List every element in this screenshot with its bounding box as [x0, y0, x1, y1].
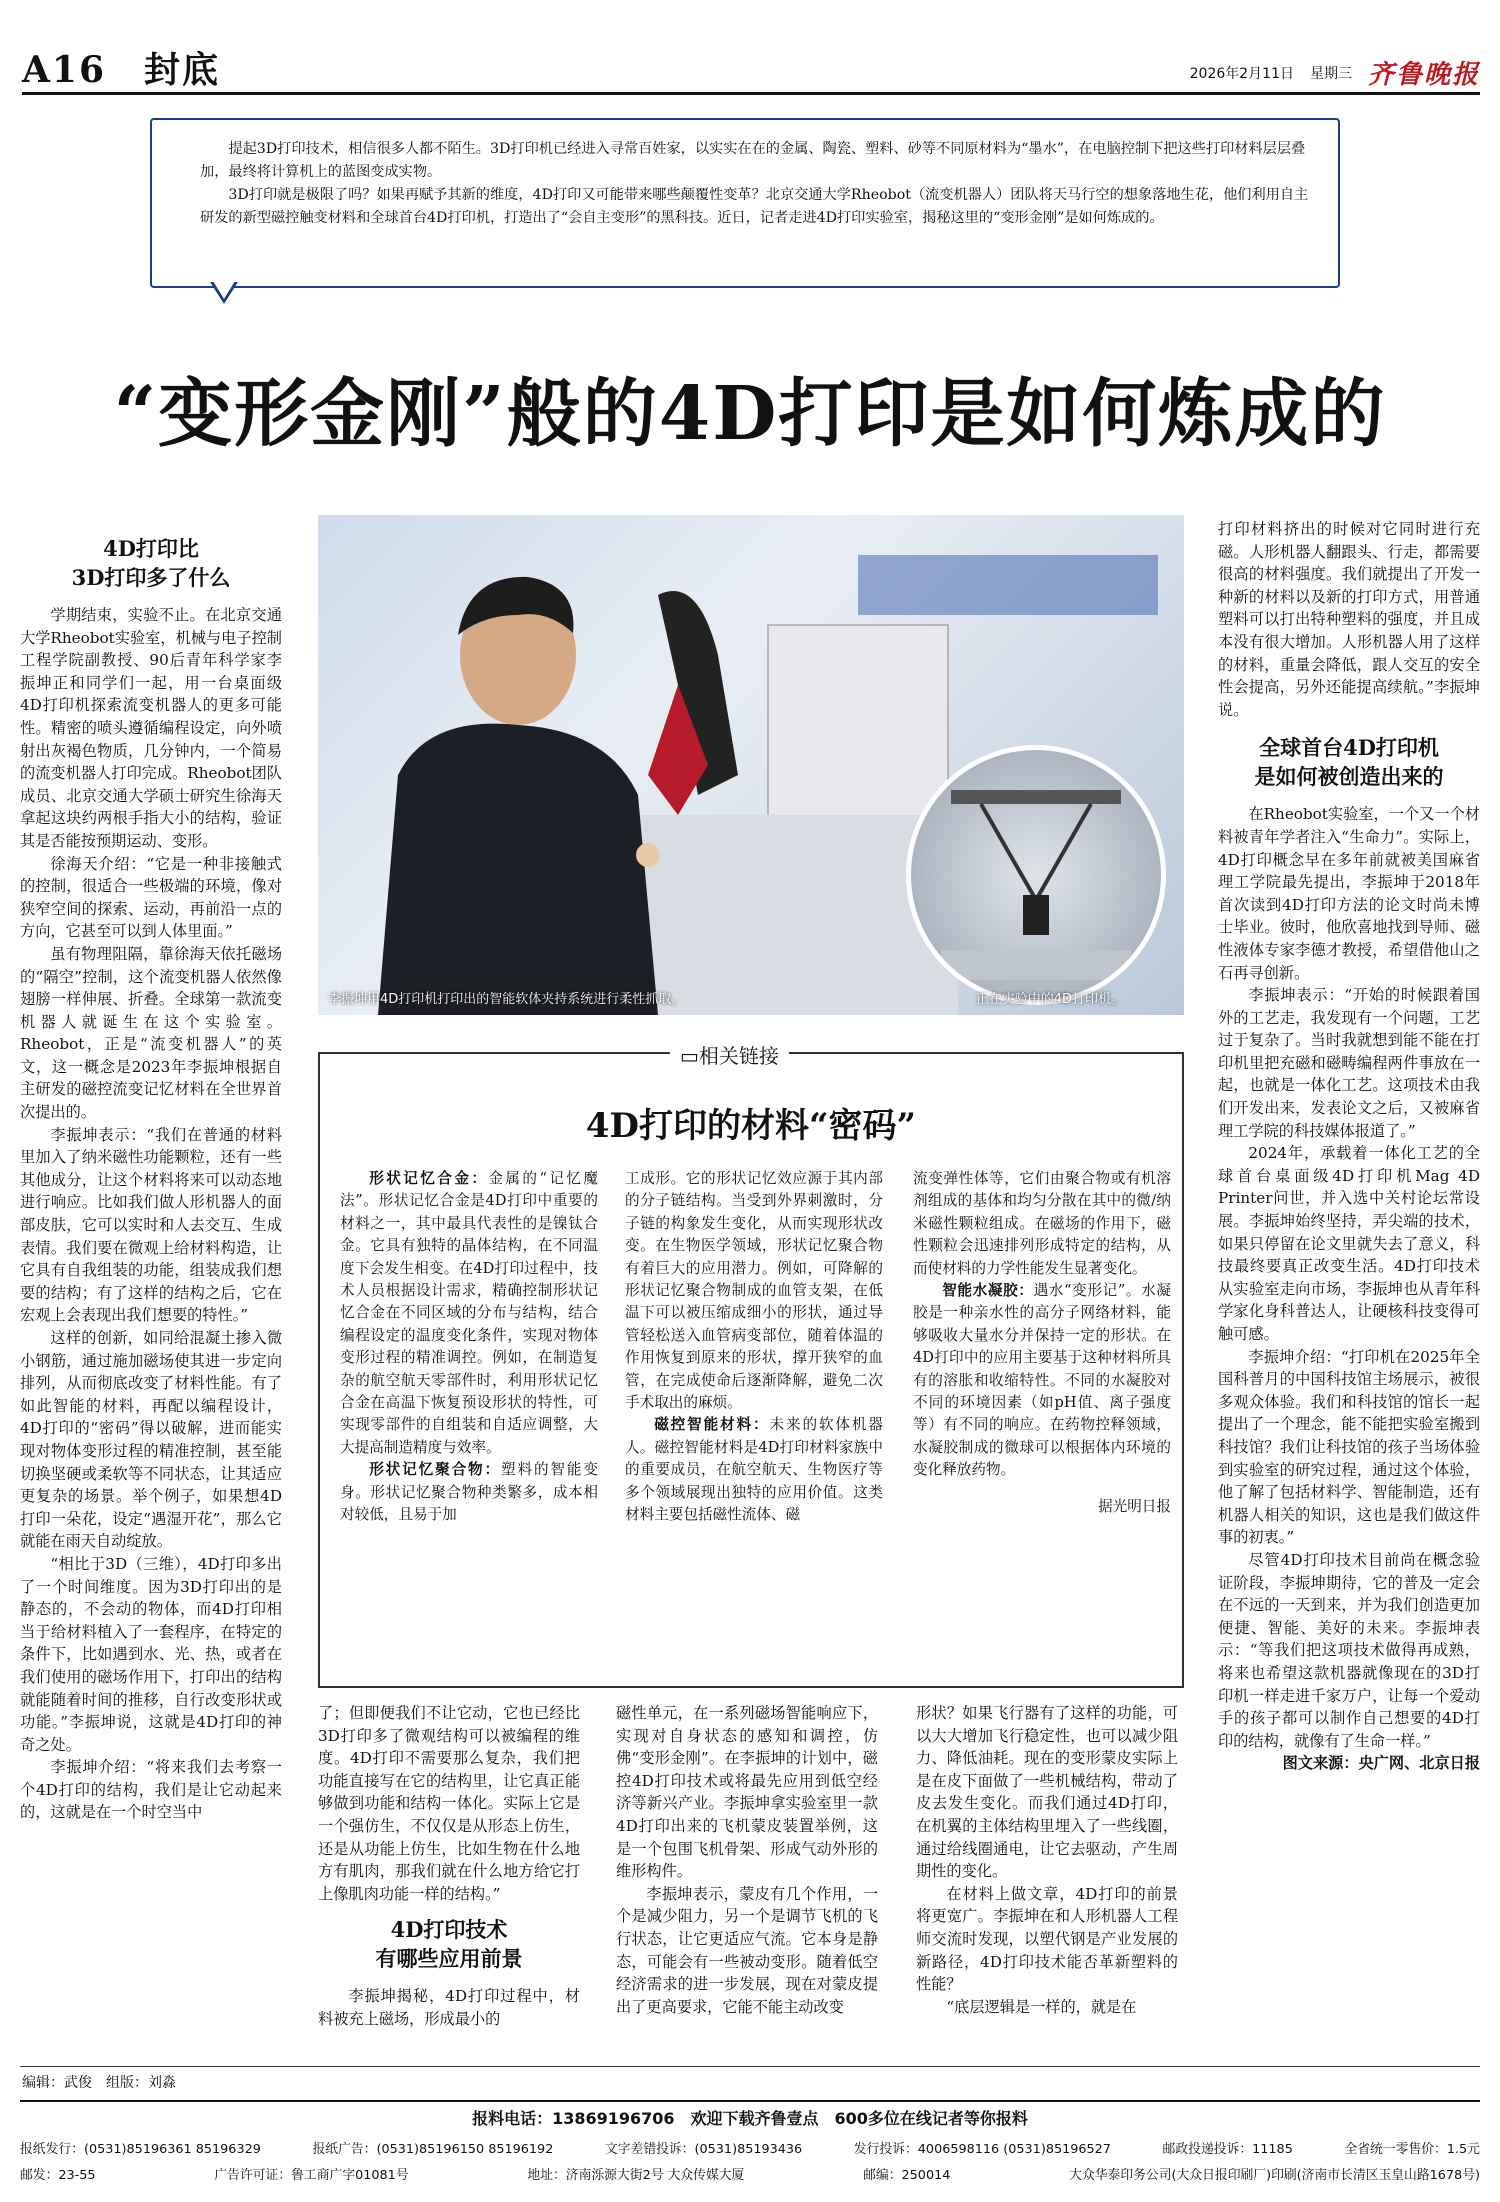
paragraph: “底层逻辑是一样的，就是在 — [946, 1997, 1137, 2016]
column-lower-2 — [616, 1702, 878, 2062]
box-paragraph: 形状记忆合金：金属的“记忆魔法”。形状记忆合金是4D打印中重要的材料之一，其中最具代表性的是镍钛合金。它具有独特的晶体结构，在不同温度下会发生相变。在4D打印过程中，技术人员根据设计需求，精确控制形状记忆合金在不同区域的分布与结构，结合编程设定的温度变化条件，实现对物体变形过程的精准调控。例如，在制造复杂的航空航天零部件时，利用形状记忆合金在高温下恢复预设形状的特性，可实现零部件的自组装和自适应调整，大大提高制造精度与效率。 — [340, 1170, 598, 1456]
newspaper-logo: 齐鲁晚报 — [1367, 60, 1480, 90]
subheading: 4D打印技术 有哪些应用前景 — [375, 1917, 523, 1972]
intro-callout-tail-inner — [213, 281, 235, 299]
paragraph: 学期结束，实验不止。在北京交通大学Rheobot实验室，机械与电子控制工程学院副教授、90后青年科学家李振坤正和同学们一起，用一台桌面级4D打印机探索流变机器人的更多可能性。精密的喷头遵循编程设定，向外喷射出灰褐色物质，几分钟内，一个简易的流变机器人打印完成。Rheobot团队成员、北京交通大学硕士研究生徐海天拿起这块约两根手指大小的结构，验证其是否能按预期运动、变形。 — [20, 606, 282, 850]
footer-item: 报纸发行：(0531)85196361 85196329 — [20, 2142, 261, 2157]
footer-item: 邮编：250014 — [863, 2168, 951, 2183]
main-headline: “变形金刚”般的4D打印是如何炼成的 — [113, 371, 1387, 457]
header-rule — [22, 92, 1480, 95]
paragraph: “相比于3D（三维），4D打印多出了一个时间维度。因为3D打印出的是静态的，不会动的物体，而4D打印相当于给材料植入了一套程序，在特定的条件下，比如遇到水、光、热，或者在我们使用的磁场作用下，打印出的结构就能随着时间的推移，自行改变形状或功能。”李振坤说，这就是4D打印的神奇之处。 — [20, 1554, 282, 1754]
feature-photo — [318, 515, 1184, 1015]
footer-info-line — [20, 2164, 1480, 2183]
footer-item: 大众华泰印务公司(大众日报印刷厂)印刷(济南市长清区玉皇山路1678号) — [1069, 2168, 1480, 2183]
column-lower-3 — [916, 1702, 1178, 2062]
box-paragraph: 工成形。它的形状记忆效应源于其内部的分子链结构。当受到外界刺激时，分子链的构象发生变化，从而实现形状改变。在生物医学领域，形状记忆聚合物有着巨大的应用潜力。例如，可降解的形状记忆聚合物制成的血管支架，在低温下可以被压缩成细小的形状，通过导管轻松送入血管病变部位，随着体温的作用恢复到原来的形状，撑开狭窄的血管，在完成使命后逐渐降解，避免二次手术取出的麻烦。 — [625, 1170, 883, 1412]
paragraph: 李振坤表示：“开始的时候跟着国外的工艺走，我发现有一个问题，工艺过于复杂了。当时我就想到能不能在打印机里把充磁和磁畴编程两件事放在一起，也就是一体化工艺。这项技术由我们开发出来，发表论文之后，又被麻省理工学院的科技媒体报道了。” — [1218, 986, 1480, 1140]
paragraph: 在Rheobot实验室，一个又一个材料被青年学者注入“生命力”。实际上，4D打印概念早在多年前就被美国麻省理工学院最先提出，李振坤于2018年首次读到4D打印方法的论文时尚未博士毕业。彼时，他欣喜地找到导师、磁性液体专家李德才教授，希望借他山之石再寻创新。 — [1218, 805, 1480, 982]
box-column — [625, 1168, 883, 1678]
footer-item: 地址：济南泺源大街2号 大众传媒大厦 — [527, 2168, 745, 2183]
photo-caption: 李振坤用4D打印机打印出的智能软体夹持系统进行柔性抓取。 — [328, 992, 685, 1007]
column-left — [20, 530, 282, 2050]
box-paragraph: 形状记忆聚合物：塑料的智能变身。形状记忆聚合物种类繁多，成本相对较低，且易于加 — [340, 1461, 598, 1524]
paragraph: 李振坤介绍：“打印机在2025年全国科普月的中国科技馆主场展示，被很多观众体验。我们和科技馆的馆长一起提出了一个理念，能不能把实验室搬到科技馆？我们让科技馆的孩子当场体验到实验室的研究过程，通过这个体验，他了解了包括材料学、智能制造，还有机器人相关的知识，这也是我们做这件事的初衷。” — [1218, 1347, 1480, 1547]
page-label: A16 封底 — [22, 49, 221, 91]
inset-photo — [906, 745, 1166, 1005]
footer-item: 文字差错投诉：(0531)85193436 — [604, 2142, 803, 2157]
intro-box — [150, 118, 1340, 288]
footer-rule — [20, 2100, 1480, 2102]
subheading: 全球首台4D打印机 是如何被创造出来的 — [1254, 735, 1444, 790]
footer-item: 报纸广告：(0531)85196150 85196192 — [312, 2142, 554, 2157]
column-right — [1218, 518, 1480, 2038]
issue-date: 2026年2月11日 — [1189, 65, 1294, 82]
footer-item: 广告许可证：鲁工商广字01081号 — [214, 2168, 409, 2183]
subheading: 4D打印比 3D打印多了什么 — [71, 536, 231, 590]
footer-rule — [20, 2066, 1480, 2067]
footer-item: 全省统一零售价：1.5元 — [1344, 2142, 1480, 2157]
inset-caption: 正在实验中的4D打印机。 — [975, 992, 1124, 1007]
box-paragraph: 流变弹性体等，它们由聚合物或有机溶剂组成的基体和均匀分散在其中的微/纳米磁性颗粒组成。在磁场的作用下，磁性颗粒会迅速排列形成特定的结构，从而使材料的力学性能发生显著变化。 — [913, 1170, 1171, 1277]
paragraph: 虽有物理阻隔，靠徐海天依托磁场的“隔空”控制，这个流变机器人依然像翅膀一样伸展、折叠。全球第一款流变机器人就诞生在这个实验室。Rheobot，正是“流变机器人”的英文，这一概念是2023年李振坤根据自主研发的磁控流变记忆材料在全世界首次提出的。 — [20, 944, 282, 1122]
image-credit: 图文来源：央广网、北京日报 — [1282, 1754, 1480, 1773]
footer-item: 邮发：23-55 — [20, 2168, 96, 2183]
paragraph: 这样的创新，如同给混凝土掺入微小钢筋，通过施加磁场使其进一步定向排列，从而彻底改变了材料性能。有了如此智能的材料，再配以编程设计，4D打印的“密码”得以破解，进而能实现对物体变形过程的精准控制，甚至能切换坚硬或柔软等不同状态，让其适应更复杂的场景。举个例子，如果想4D打印一朵花，设定“遇湿开花”，那么它就能在雨天自动绽放。 — [20, 1329, 282, 1551]
intro-paragraph: 提起3D打印技术，相信很多人都不陌生。3D打印机已经进入寻常百姓家，以实实在在的金属、陶瓷、塑料、砂等不同原材料为“墨水”，在电脑控制下把这些打印材料层层叠加，最终将计算机上的蓝图变成实物。 — [200, 141, 1306, 180]
paragraph: 了；但即便我们不让它动，它也已经比3D打印多了微观结构可以被编程的维度。4D打印不需要那么复杂，我们把功能直接写在它的结构里，让它真正能够做到功能和结构一体化。实际上它是一个强仿生，不仅仅是从形态上仿生，还是从功能上仿生，比如生物在什么地方有肌肉，那我们就在什么地方给它打上像肌肉功能一样的结构。” — [318, 1704, 580, 1903]
column-lower-1 — [318, 1702, 580, 2062]
paragraph: 李振坤表示：“我们在普通的材料里加入了纳米磁性功能颗粒，还有一些其他成分，让这个材料将来可以动态地进行响应。比如我们做人形机器人的面部皮肤，它可以实时和人去交互、生成表情。我们要在微观上给材料构造，让它具有自我组装的功能，组装成我们想要的结构；有了这样的结构之后，它在宏观上会表现出我们想要的特性。” — [20, 1125, 282, 1325]
footer-item: 发行投诉：4006598116 (0531)85196527 — [853, 2142, 1111, 2157]
paragraph: 尽管4D打印技术目前尚在概念验证阶段，李振坤期待，它的普及一定会在不远的一天到来，并为我们创造更加便捷、智能、美好的未来。李振坤表示：“等我们把这项技术做得再成熟，将来也希望这款机器就像现在的3D打印机一样走进千家万户，让每一个爱动手的孩子都可以制作自己想要的4D打印的结构，就像有了生命一样。” — [1218, 1550, 1480, 1750]
paragraph: 徐海天介绍：“它是一种非接触式的控制，很适合一些极端的环境，像对狭窄空间的探索、运动，再前沿一点的方向，它甚至可以到人体里面。” — [20, 854, 282, 941]
editors-line: 编辑：武俊 组版：刘淼 — [22, 2075, 176, 2091]
related-link-tag: ▭相关链接 — [670, 1040, 789, 1069]
box-source: 据光明日报 — [1098, 1497, 1171, 1515]
intro-paragraph: 3D打印就是极限了吗？如果再赋予其新的维度，4D打印又可能带来哪些颠覆性变革？北京交通大学Rheobot（流变机器人）团队将天马行空的想象落地生花，他们利用自主研发的新型磁控触变材料和全球首台4D打印机，打造出了“会自主变形”的黑科技。近日，记者走进4D打印实验室，揭秘这里的“变形金刚”是如何炼成的。 — [200, 187, 1309, 226]
paragraph: 李振坤揭秘，4D打印过程中，材料被充上磁场，形成最小的 — [318, 1987, 580, 2028]
paragraph: 李振坤介绍：“将来我们去考察一个4D打印的结构，我们是让它动起来的，这就是在一个时空当中 — [20, 1758, 282, 1822]
paragraph: 在材料上做文章，4D打印的前景将更宽广。李振坤在和人形机器人工程师交流时发现，以塑代钢是产业发展的新路径，4D打印技术能否革新塑料的性能？ — [916, 1884, 1178, 1994]
paragraph: 李振坤表示，蒙皮有几个作用，一个是减少阻力，另一个是调节飞机的飞行状态，让它更适应气流。它本身是静态，可能会有一些被动变形。随着低空经济需求的进一步发展，现在对蒙皮提出了更高要求，它能不能主动改变 — [616, 1884, 878, 2016]
column-body — [20, 604, 282, 1824]
paragraph: 形状？如果飞行器有了这样的功能，可以大大增加飞行稳定性，也可以减少阻力、降低油耗。现在的变形蒙皮实际上是在皮下面做了一些机械结构，带动了皮去发生变化。而我们通过4D打印，在机翼的主体结构里埋入了一些线圈，通过给线圈通电，让它去驱动，产生周期性的变化。 — [916, 1704, 1178, 1881]
box-paragraph: 磁控智能材料：未来的软体机器人。磁控智能材料是4D打印材料家族中的重要成员，在航空航天、生物医疗等多个领域展现出独特的应用价值。这类材料主要包括磁性流体、磁 — [625, 1416, 883, 1524]
footer-item: 邮政投递投诉：11185 — [1162, 2142, 1293, 2157]
printer-illustration — [911, 750, 1161, 1000]
box-paragraph: 智能水凝胶：遇水“变形记”。水凝胶是一种亲水性的高分子网络材料，能够吸收大量水分并保持一定的形状。在4D打印中的应用主要基于这种材料所具有的溶胀和收缩特性。不同的水凝胶对不同的环境因素（如pH值、离子强度等）有不同的响应。在药物控释领域，水凝胶制成的微球可以根据体内环境的变化释放药物。 — [913, 1282, 1171, 1479]
footer-info-line — [20, 2138, 1480, 2157]
paragraph: 磁性单元，在一系列磁场智能响应下，实现对自身状态的感知和调控，仿佛“变形金刚”。在李振坤的计划中，磁控4D打印技术或将最先应用到低空经济等新兴产业。李振坤拿实验室里一款4D打印出来的飞机蒙皮装置举例，这是一个包围飞机骨架、形成气动外形的维形构件。 — [616, 1704, 878, 1881]
paragraph: 2024年，承载着一体化工艺的全球首台桌面级4D打印机Mag 4D Printer问世，并入选中关村论坛常设展。李振坤始终坚持，弄尖端的技术，如果只停留在论文里就失去了意义，科技最终要真正改变生活。4D打印技术从实验室走向市场，李振坤也从青年科学家化身科普达人，让硬核科技变得可触可感。 — [1218, 1144, 1480, 1343]
box-icon: ▭ — [680, 1044, 699, 1068]
box-column — [340, 1168, 598, 1678]
issue-weekday: 星期三 — [1309, 65, 1352, 82]
paragraph: 打印材料挤出的时候对它同时进行充磁。人形机器人翻跟头、行走，都需要很高的材料强度。我们就提出了开发一种新的材料以及新的打印方式，用普通塑料可以打出特种塑料的强度，并且成本没有很大增加。人形机器人用了这样的材料，重量会降低，跟人交互的安全性会提高，另外还能提高续航。”李振坤说。 — [1218, 520, 1480, 719]
box-title: 4D打印的材料“密码” — [585, 1106, 917, 1146]
hotline: 报料电话：13869196706 欢迎下载齐鲁壹点 600多位在线记者等你报料 — [472, 2109, 1028, 2128]
box-column — [913, 1168, 1171, 1678]
header-info — [1190, 54, 1480, 91]
